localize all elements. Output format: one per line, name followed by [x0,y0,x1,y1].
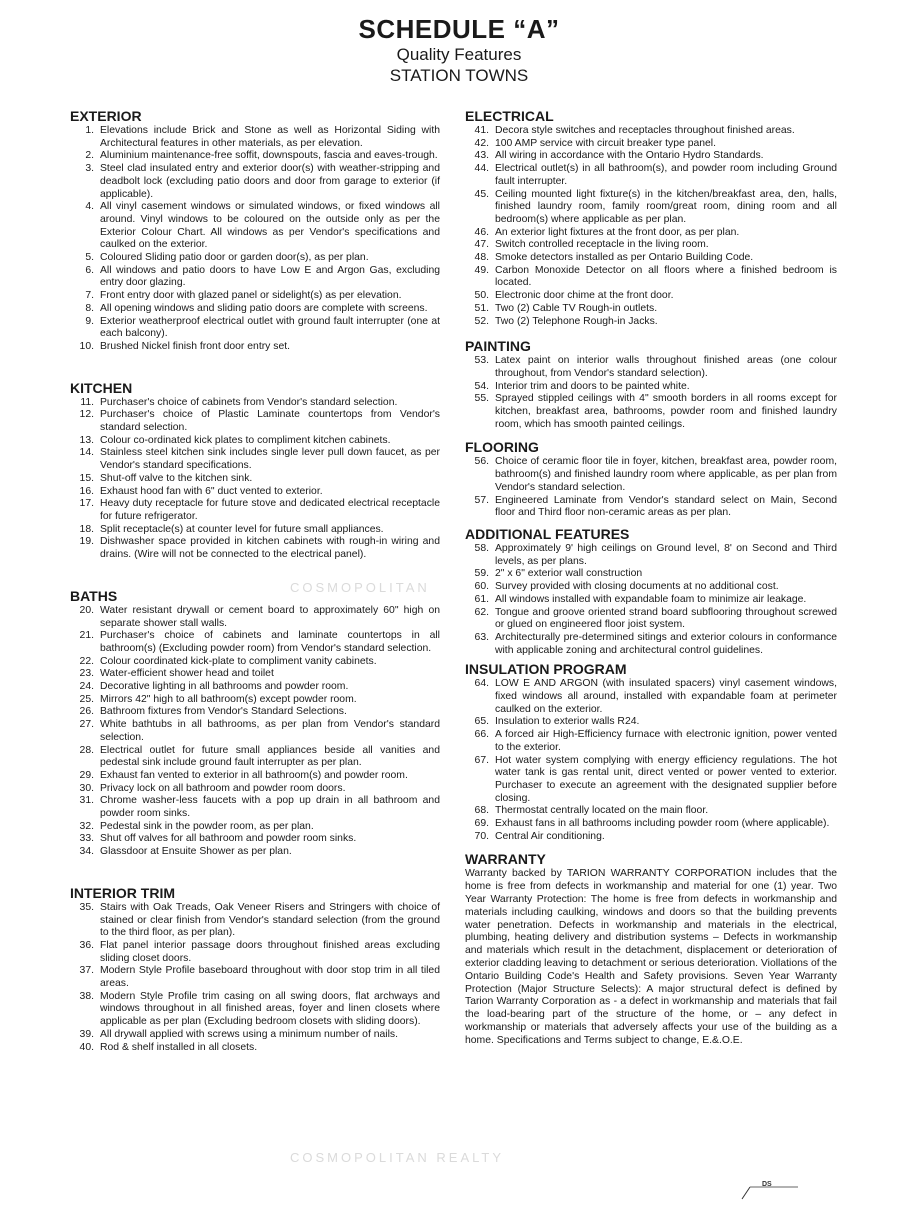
item-number: 11. [80,396,94,408]
list-item [465,632,837,657]
list-item [70,821,440,834]
list-item [70,706,440,719]
list-item [70,486,440,499]
item-text: Purchaser's choice of cabinets from Vendor's standard selection. [100,396,398,408]
list-item [465,227,837,240]
list-item [70,1029,440,1042]
item-number: 46. [474,226,489,238]
list-item [70,150,440,163]
list-item [465,381,837,394]
item-number: 16. [79,485,94,497]
item-text: Water-efficient shower head and toilet [100,668,274,680]
item-text: All windows installed with expandable foam to minimize air leakage. [495,593,807,605]
item-text: Colour coordinated kick-plate to compliment vanity cabinets. [100,655,377,667]
item-number: 38. [79,990,94,1002]
section-heading: INTERIOR TRIM [70,884,175,901]
item-number: 26. [79,706,94,718]
item-number: 32. [79,820,94,832]
item-text: Flat panel interior passage doors throughout finished areas excluding sliding closet doors. [100,939,440,964]
list-item [70,681,440,694]
item-text: Tongue and groove oriented strand board subflooring throughout screwed or glued on engineered floor joist system. [495,606,837,631]
item-number: 69. [474,818,489,830]
item-number: 67. [474,754,489,766]
item-text: All opening windows and sliding patio doors are complete with screens. [100,302,428,314]
item-text: Architecturally pre-determined sitings and exterior colours in conformance with applicable zoning and architectural control guidelines. [495,631,837,656]
item-text: Modern Style Profile baseboard throughout with door stop trim in all tiled areas. [100,965,440,990]
item-text: Electronic door chime at the front door. [495,290,674,302]
list-item [465,581,837,594]
item-text: Bathroom fixtures from Vendor's Standard Selections. [100,706,347,718]
list-item [70,668,440,681]
item-number: 42. [474,137,489,149]
item-number: 5. [85,252,94,264]
item-list [70,605,440,859]
item-number: 41. [474,125,489,136]
item-number: 65. [474,716,489,728]
list-item [70,940,440,965]
item-text: Rod & shelf installed in all closets. [100,1041,258,1053]
section [70,380,440,562]
item-number: 45. [474,188,489,200]
item-text: Stainless steel kitchen sink includes single lever pull down faucet, as per Vendor's standard specifications. [100,447,440,472]
warranty-text: Warranty backed by TARION WARRANTY CORPORATION includes that the home is free from defects in workmanship and material for one (1) year. Two Year Warranty Protection: The home is free from defects in workmanship and materials including caulking, windows and doors so that the building prevents water penetration. Defects in workmanship and materials in the electrical, plumbing, heating delivery and distribution systems – Defects in workmanship and materials which result in the detachment, displacement or deterioration of exterior cladding leaving to detachment or serious deterioration. Viollations of the Ontario Building Code's Health and Safety provisions. Seven Year Warranty Protection (Major Structure Selects): A major structural defect is defined by Tarion Warranty Corporation as - a defect in workmanship and materials that fail the load-bearing part of the structure of the home, or – any defect in workmanship or materials that adversely affects your use of the building as a home. Specifications and Terms subject to change, E.&.O.E. [465,868,837,1046]
item-number: 27. [79,719,94,731]
item-text: Shut off valves for all bathroom and powder room sinks. [100,833,357,845]
section-heading: KITCHEN [70,379,133,396]
item-text: All windows and patio doors to have Low E and Argon Gas, excluding entry door glazing. [100,264,440,289]
item-text: White bathtubs in all bathrooms, as per plan from Vendor's standard selection. [100,719,440,743]
item-number: 53. [474,355,489,367]
list-item [465,607,837,632]
list-item [70,605,440,630]
item-number: 51. [474,302,489,314]
item-text: Colour co-ordinated kick plates to compliment kitchen cabinets. [100,434,391,446]
item-text: Engineered Laminate from Vendor's standard select on Main, Second floor and Third floor non-ceramic areas as per plan. [495,494,837,519]
list-item [70,719,440,744]
item-list [465,456,837,520]
list-item [465,755,837,806]
item-number: 59. [474,568,489,580]
item-text: Chrome washer-less faucets with a pop up drain in all bathroom and powder room sinks. [100,795,440,820]
section [465,661,837,843]
section [70,108,440,354]
item-text: Purchaser's choice of cabinets and laminate countertops in all bathroom(s) (Excluding powder room) from Vendor's standard selection. [100,630,440,654]
list-item [70,498,440,523]
item-text: Electrical outlet for future small appliances beside all vanities and pedestal sink include ground fault interrupter as per plan. [100,744,440,769]
item-text: Water resistant drywall or cement board to approximately 60" high on separate shower stall walls. [100,604,440,629]
item-text: Dishwasher space provided in kitchen cabinets with rough-in wiring and drains. (Wire will not be connected to the electrical panel). [100,536,440,561]
item-number: 6. [85,264,94,276]
warranty-heading: WARRANTY [465,851,546,868]
item-text: Electrical outlet(s) in all bathroom(s), and powder room including Ground fault interrupter. [495,163,837,187]
list-item [70,265,440,290]
item-list [70,397,440,562]
item-number: 9. [85,315,94,327]
list-item [465,303,837,316]
item-number: 43. [474,150,489,162]
item-text: 2" x 6" exterior wall construction [495,568,643,580]
item-text: Exhaust fans in all bathrooms including powder room (where applicable). [495,818,830,830]
list-item [465,252,837,265]
item-number: 70. [474,830,489,842]
section-heading: ADDITIONAL FEATURES [465,525,630,542]
list-item [465,818,837,831]
list-item [70,770,440,783]
item-text: Latex paint on interior walls throughout finished areas (one colour throughout, from Vendor's standard selection). [495,355,837,379]
item-text: Approximately 9' high ceilings on Ground level, 8' on Second and Third levels, as per plans. [495,542,837,567]
item-number: 24. [79,681,94,693]
item-text: Purchaser's choice of Plastic Laminate countertops from Vendor's standard selection. [100,409,440,434]
list-item [465,189,837,227]
item-text: Hot water system complying with energy efficiency regulations. The hot water tank is gas rental unit, direct vented or power vented to exterior. Purchaser to execute an agreement with the designated supplier before closing. [495,754,837,804]
item-number: 44. [474,163,489,175]
item-number: 28. [79,744,94,756]
item-text: Switch controlled receptacle in the living room. [495,239,709,251]
item-number: 35. [79,901,94,913]
item-number: 56. [474,456,489,468]
item-number: 57. [474,494,489,506]
list-item [70,524,440,537]
item-number: 61. [474,593,489,605]
section-heading: EXTERIOR [70,108,142,124]
item-number: 17. [79,498,94,510]
docusign-stamp [740,1181,800,1201]
list-item [70,252,440,265]
item-number: 2. [85,150,94,162]
item-text: Exhaust hood fan with 6" duct vented to exterior. [100,485,323,497]
list-item [465,355,837,380]
list-item [70,316,440,341]
item-number: 36. [79,939,94,951]
item-list [465,125,837,328]
item-number: 66. [474,729,489,741]
list-item [465,150,837,163]
item-text: All drywall applied with screws using a minimum number of nails. [100,1028,398,1040]
list-item [465,456,837,494]
item-text: Privacy lock on all bathroom and powder room doors. [100,782,346,794]
list-item [465,393,837,431]
list-item [465,125,837,138]
item-number: 22. [79,655,94,667]
section [465,338,837,431]
item-number: 25. [79,693,94,705]
item-text: Two (2) Telephone Rough-in Jacks. [495,315,658,327]
list-item [465,316,837,329]
item-text: Modern Style Profile trim casing on all swing doors, flat archways and windows throughout in all finished areas, foyer and linen closets where applicable as per plan (Excluding bedroom closets with sliding doors). [100,990,440,1028]
list-item [70,833,440,846]
item-number: 4. [85,201,94,213]
item-number: 31. [79,795,94,807]
item-number: 12. [79,409,94,421]
item-text: Central Air conditioning. [495,830,605,842]
section-heading: PAINTING [465,338,531,355]
item-number: 34. [79,846,94,858]
section [465,108,837,328]
list-item [70,201,440,252]
item-number: 62. [474,606,489,618]
item-text: Glassdoor at Ensuite Shower as per plan. [100,846,292,858]
item-text: Decorative lighting in all bathrooms and powder room. [100,681,349,693]
item-number: 50. [474,290,489,302]
item-list [465,678,837,843]
item-text: Insulation to exterior walls R24. [495,716,640,728]
list-item [70,656,440,669]
item-text: Exterior weatherproof electrical outlet with ground fault interrupter (one at each balcony). [100,315,440,340]
item-number: 37. [79,965,94,977]
list-item [70,341,440,354]
item-number: 40. [79,1041,94,1053]
section [465,526,837,657]
list-item [465,831,837,844]
item-text: LOW E AND ARGON (with insulated spacers) vinyl casement windows, fixed windows all around, installed with expandable foam at perimeter caulked on the exterior. [495,678,837,715]
section [70,885,440,1054]
item-text: Pedestal sink in the powder room, as per plan. [100,820,314,832]
list-item [465,543,837,568]
item-number: 18. [79,523,94,535]
section-heading: INSULATION PROGRAM [465,661,627,678]
list-item [70,163,440,201]
list-item [465,805,837,818]
item-text: Coloured Sliding patio door or garden door(s), as per plan. [100,252,369,264]
project-name: STATION TOWNS [389,66,529,85]
list-item [465,265,837,290]
list-item [70,473,440,486]
section-heading: ELECTRICAL [465,108,554,124]
item-number: 8. [85,302,94,314]
item-text: Aluminium maintenance-free soffit, downspouts, fascia and eaves-trough. [100,150,438,162]
item-number: 64. [474,678,489,690]
item-number: 15. [79,472,94,484]
item-list [70,125,440,354]
item-number: 60. [474,581,489,593]
list-item [70,991,440,1029]
item-text: Interior trim and doors to be painted white. [495,380,690,392]
list-item [70,536,440,561]
list-item [70,125,440,150]
item-number: 49. [474,264,489,276]
item-number: 7. [85,290,94,302]
right-column [465,108,837,1048]
item-text: An exterior light fixtures at the front door, as per plan. [495,226,740,238]
list-item [70,397,440,410]
item-text: Steel clad insulated entry and exterior door(s) with weather-stripping and deadbolt lock (excluding patio doors and door from garage to exterior (if applicable). [100,163,440,200]
item-text: Choice of ceramic floor tile in foyer, kitchen, breakfast area, powder room, bathroom(s) and finished laundry room where applicable, as per plan from Vendor's standard selection. [495,456,837,493]
list-item [465,495,837,520]
item-text: Survey provided with closing documents at no additional cost. [495,581,779,593]
list-item [70,1042,440,1055]
list-item [465,729,837,754]
item-text: Carbon Monoxide Detector on all floors where a finished bedroom is located. [495,264,837,289]
list-item [465,568,837,581]
list-item [70,303,440,316]
section-heading: FLOORING [465,439,539,456]
item-text: Stairs with Oak Treads, Oak Veneer Risers and Stringers with choice of stained or clear finish from Vendor's standard selection (from the ground to the third floor, as per plan). [100,901,440,939]
item-number: 10. [79,340,94,352]
item-number: 30. [79,782,94,794]
warranty-section [465,851,837,1047]
title-block [0,14,918,86]
item-text: Exhaust fan vented to exterior in all bathroom(s) and powder room. [100,769,408,781]
item-number: 52. [474,315,489,327]
section [465,439,837,520]
item-number: 55. [474,393,489,405]
item-text: Mirrors 42" high to all bathroom(s) except powder room. [100,693,357,705]
item-number: 48. [474,252,489,264]
list-item [70,409,440,434]
item-number: 63. [474,631,489,643]
page-title: SCHEDULE “A” [358,14,560,44]
item-number: 21. [79,630,94,642]
item-text: Decora style switches and receptacles throughout finished areas. [495,125,795,136]
watermark: COSMOPOLITAN REALTY [290,1150,504,1165]
item-text: All vinyl casement windows or simulated windows, or fixed windows all around. Vinyl windows to be coloured on the outside only as per the Exterior Colour Chart. All windows as per Vendor's specifications and caulked on the exterior. [100,201,440,251]
item-list [465,355,837,431]
item-text: Split receptacle(s) at counter level for future small appliances. [100,523,384,535]
item-list [465,543,837,657]
item-text: Sprayed stippled ceilings with 4" smooth borders in all rooms except for kitchen, breakfast area, bathrooms, powder room and finished laundry room, which has smooth painted ceilings. [495,393,837,430]
item-text: Heavy duty receptacle for future stove and dedicated electrical receptacle for future refrigerator. [100,498,440,522]
watermark: COSMOPOLITAN [290,580,430,595]
item-text: Thermostat centrally located on the main floor. [495,805,709,817]
list-item [465,594,837,607]
item-text: Elevations include Brick and Stone as well as Horizontal Siding with Architectural features in other materials, as per elevation. [100,125,440,149]
item-text: Brushed Nickel finish front door entry set. [100,340,291,352]
list-item [465,163,837,188]
item-text: Two (2) Cable TV Rough-in outlets. [495,302,658,314]
item-number: 39. [79,1028,94,1040]
item-number: 14. [79,447,94,459]
list-item [70,694,440,707]
item-number: 23. [79,668,94,680]
list-item [70,902,440,940]
list-item [70,795,440,820]
page-subtitle: Quality Features [396,45,522,64]
item-number: 68. [474,805,489,817]
ds-stamp-label: DS [762,1181,772,1188]
list-item [465,138,837,151]
list-item [465,290,837,303]
section [70,588,440,859]
list-item [70,290,440,303]
list-item [465,678,837,716]
item-text: Smoke detectors installed as per Ontario Building Code. [495,252,754,264]
item-number: 47. [474,239,489,251]
item-number: 33. [79,833,94,845]
item-text: A forced air High-Efficiency furnace with electronic ignition, power vented to the exterior. [495,729,837,753]
item-number: 3. [85,163,94,175]
item-text: Ceiling mounted light fixture(s) in the kitchen/breakfast area, den, halls, finished laundry room, family room/great room, dining room and all bedroom(s) where applicable as per plan. [495,188,837,225]
list-item [70,745,440,770]
list-item [70,447,440,472]
item-number: 54. [474,380,489,392]
list-item [70,846,440,859]
item-text: Front entry door with glazed panel or sidelight(s) as per elevation. [100,290,402,302]
list-item [70,435,440,448]
list-item [70,965,440,990]
item-number: 20. [79,604,94,616]
item-text: All wiring in accordance with the Ontario Hydro Standards. [495,150,764,162]
item-text: Shut-off valve to the kitchen sink. [100,472,253,484]
list-item [70,783,440,796]
item-number: 58. [474,542,489,554]
item-list [70,902,440,1054]
list-item [465,239,837,252]
list-item [70,630,440,655]
item-text: 100 AMP service with circuit breaker type panel. [495,137,717,149]
item-number: 13. [79,434,94,446]
section-heading: BATHS [70,587,118,604]
item-number: 29. [79,769,94,781]
list-item [465,716,837,729]
item-number: 1. [85,125,94,136]
item-number: 19. [79,536,94,548]
